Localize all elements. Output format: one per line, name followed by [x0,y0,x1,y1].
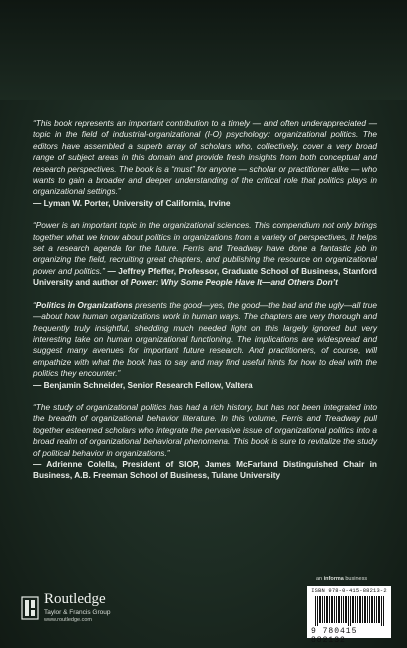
endorsement-schneider [33,300,377,391]
endorsement-attribution: — Jeffrey Pfeffer, Professor, Graduate School of Business, Stanford University and author of [33,265,378,288]
endorsement-pfeffer [33,220,377,288]
informa-brand: informa [323,576,344,582]
informa-suffix: business [343,576,368,582]
publisher-logo [21,592,110,623]
isbn-label: ISBN 978-0-415-88213-2 [311,588,387,594]
endorsement-attribution: — Lyman W. Porter, University of California, Irvine [33,197,231,208]
endorsement-colella [33,402,377,482]
endorsement-book-title: Politics in Organizations [35,299,133,310]
endorsement-book-title: Power: Why Some People Have It—and Others Don’t [130,277,338,288]
endorsement-quote: “Power is an important topic in the organizational sciences. This compendium not only brings together what we know about politics in organizations from a variety of perspectives, it helps set a research agenda for the future. Ferris and Treadway have done a fantastic job in organizing the field, recruiting great chapters, and publishing the resource on organizational power and politics.” [33,220,377,276]
endorsement-quote: “The study of organizational politics has had a rich history, but has not been integrated into the breadth of organizational behavior literature. In this volume, Ferris and Treadway pull together esteemed scholars who integrate the pervasive issue of organizational politics into a broad realm of organizational behavioral phenomena. This book is sure to revitalize the study of political behavior in organizations.” [33,401,377,458]
isbn-digits: 9 780415 882132 [311,627,358,645]
barcode-bars [315,596,385,626]
isbn-barcode [307,586,391,645]
endorsement-quote: “This book represents an important contribution to a timely — and often underappreciated — topic in the field of industrial-organizational (I-O) psychology: organizational politics. The editors have assembled a superb array of scholars who, collectively, cover a very broad range of subject areas in this domain and provide fresh insights from both conceptual and research perspectives. The book is a “must” for anyone — scholar or practitioner alike — who wants to gain a broader and deeper understanding of the critical role that politics plays in organizational settings.” [33,118,377,197]
endorsement-porter [33,118,377,209]
routledge-logo-icon [21,596,39,620]
informa-tagline [316,576,367,582]
endorsement-quote: presents the good—yes, the good—the bad and the ugly—all true—about how human organizations work in human ways. The chapters are very thorough and frequently truly insightful, shedding much needed light on this largely ignored but very interesting take on human organizational functioning. The implications are widespread and suggest many avenues for important future research. And practitioners, of course, will empathize with what the book has to say and may find useful hints for how to deal with the politics they encounter.” [33,299,377,379]
top-dark-band [0,0,407,100]
informa-prefix: an [316,576,324,582]
publisher-name: Routledge [44,591,106,607]
publisher-url: www.routledge.com [44,617,92,623]
publisher-group: Taylor & Francis Group [44,609,111,616]
endorsement-attribution: — Adrienne Colella, President of SIOP, James McFarland Distinguished Chair in Business, A.B. Freeman School of Business, Tulane University [33,458,377,481]
endorsements [33,118,377,493]
endorsement-open-quote: “ [33,299,36,310]
endorsement-attribution: — Benjamin Schneider, Senior Research Fellow, Valtera [33,379,253,390]
